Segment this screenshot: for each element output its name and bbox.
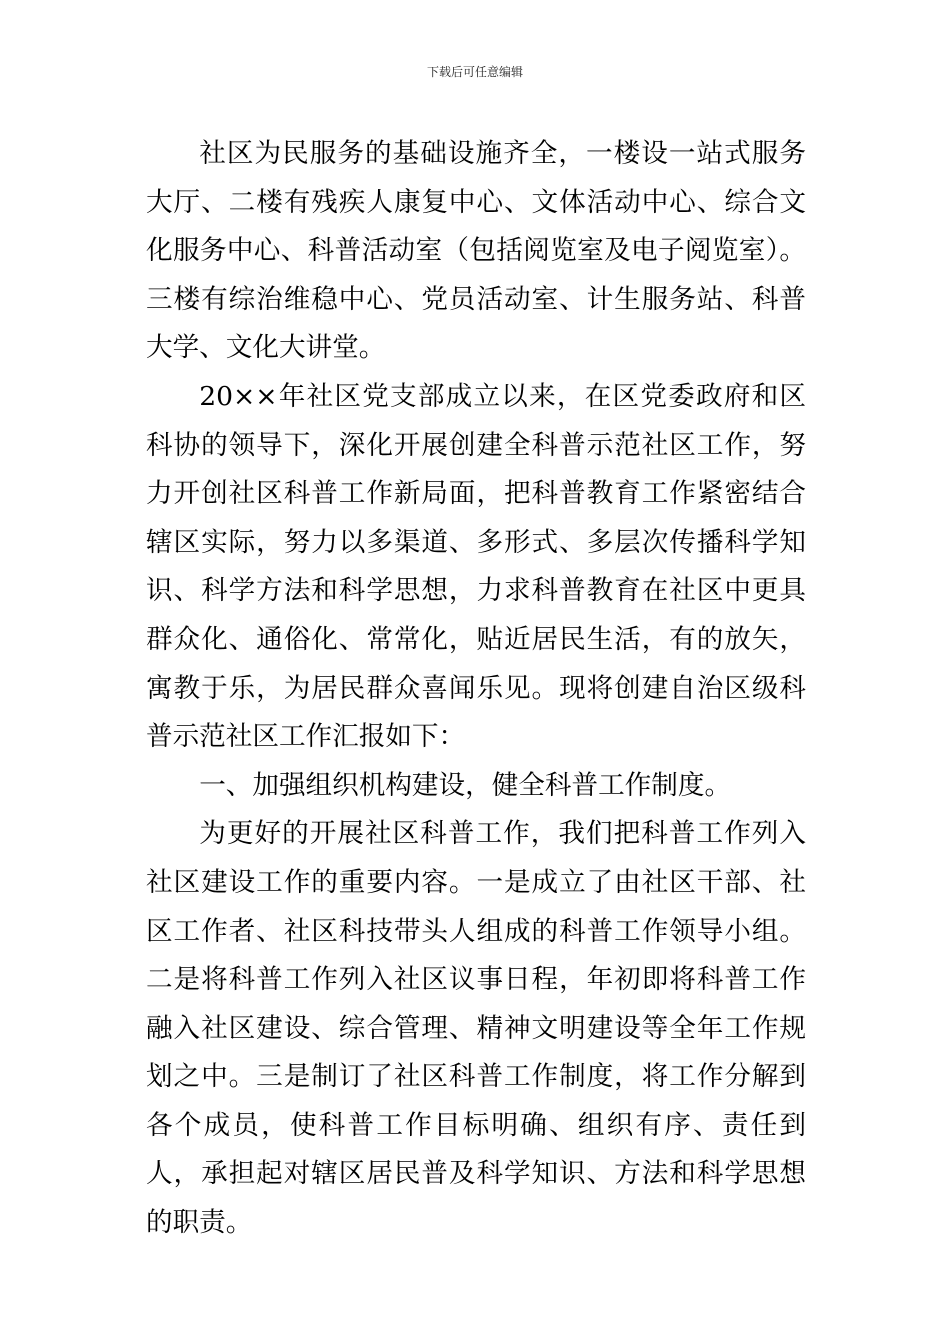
page-header-note: 下载后可任意编辑 [426, 65, 523, 79]
section-heading-organization: 一、加强组织机构建设，健全科普工作制度。 [199, 769, 732, 801]
document-body [146, 130, 806, 1248]
paragraph-organization: 为更好的开展社区科普工作，我们把科普工作列入社区建设工作的重要内容。一是成立了由社区干部、社区工作者、社区科技带头人组成的科普工作领导小组。二是将科普工作列入社区议事日程，年初即将科普工作融入社区建设、综合管理、精神文明建设等全年工作规划之中。三是制订了社区科普工作制度，将工作分解到各个成员，使科普工作目标明确、组织有序、责任到人，承担起对辖区居民普及科学知识、方法和科学思想的职责。 [146, 818, 806, 1239]
paragraph-facilities: 社区为民服务的基础设施齐全，一楼设一站式服务大厅、二楼有残疾人康复中心、文体活动中心、综合文化服务中心、科普活动室（包括阅览室及电子阅览室）。三楼有综治维稳中心、党员活动室、计生服务站、科普大学、文化大讲堂。 [146, 138, 806, 364]
paragraph-introduction: 20××年社区党支部成立以来，在区党委政府和区科协的领导下，深化开展创建全科普示范社区工作，努力开创社区科普工作新局面，把科普教育工作紧密结合辖区实际，努力以多渠道、多形式、多层次传播科学知识、科学方法和科学思想，力求科普教育在社区中更具群众化、通俗化、常常化，贴近居民生活，有的放矢，寓教于乐，为居民群众喜闻乐见。现将创建自治区级科普示范社区工作汇报如下： [146, 380, 806, 753]
